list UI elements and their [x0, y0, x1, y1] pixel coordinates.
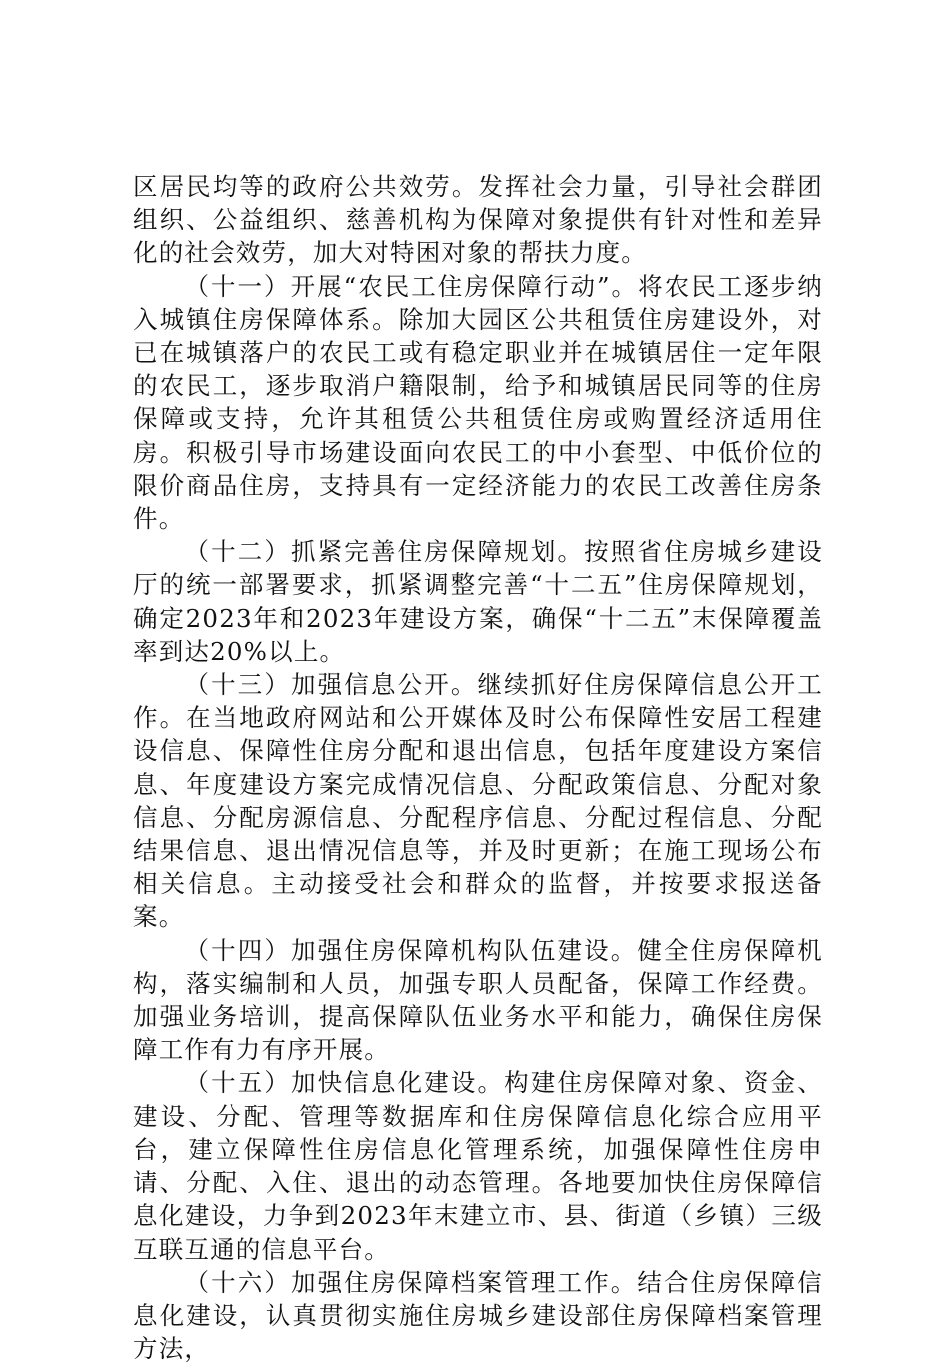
document-body: [133, 170, 823, 1365]
paragraph-16-archives: （十六）加强住房保障档案管理工作。结合住房保障信息化建设，认真贯彻实施住房城乡建设部住房保障档案管理方法，: [133, 1267, 823, 1364]
paragraph-11-migrant-housing: （十一）开展“农民工住房保障行动”。将农民工逐步纳入城镇住房保障体系。除加大园区公共租赁住房建设外，对已在城镇落户的农民工或有稳定职业并在城镇居住一定年限的农民工，逐步取消户籍限制，给予和城镇居民同等的住房保障或支持，允许其租赁公共租赁住房或购置经济适用住房。积极引导市场建设面向农民工的中小套型、中低价位的限价商品住房，支持具有一定经济能力的农民工改善住房条件。: [133, 271, 823, 534]
paragraph-15-informatization: （十五）加快信息化建设。构建住房保障对象、资金、建设、分配、管理等数据库和住房保障信息化综合应用平台，建立保障性住房信息化管理系统，加强保障性住房申请、分配、入住、退出的动态管理。各地要加快住房保障信息化建设，力争到2023年末建立市、县、街道（乡镇）三级互联互通的信息平台。: [133, 1068, 823, 1264]
paragraph-13-info-disclosure: （十三）加强信息公开。继续抓好住房保障信息公开工作。在当地政府网站和公开媒体及时公布保障性安居工程建设信息、保障性住房分配和退出信息，包括年度建设方案信息、年度建设方案完成情况信息、分配政策信息、分配对象信息、分配房源信息、分配程序信息、分配过程信息、分配结果信息、退出情况信息等，并及时更新；在施工现场公布相关信息。主动接受社会和群众的监督，并按要求报送备案。: [133, 670, 823, 932]
paragraph-12-planning: （十二）抓紧完善住房保障规划。按照省住房城乡建设厅的统一部署要求，抓紧调整完善“十二五”住房保障规划，确定2023年和2023年建设方案，确保“十二五”末保障覆盖率到达20%以上。: [133, 537, 823, 666]
paragraph-14-team-building: （十四）加强住房保障机构队伍建设。健全住房保障机构，落实编制和人员，加强专职人员配备，保障工作经费。加强业务培训，提高保障队伍业务水平和能力，确保住房保障工作有力有序开展。: [133, 935, 823, 1065]
paragraph-continuation: 区居民均等的政府公共效劳。发挥社会力量，引导社会群团组织、公益组织、慈善机构为保障对象提供有针对性和差异化的社会效劳，加大对特困对象的帮扶力度。: [133, 172, 823, 268]
